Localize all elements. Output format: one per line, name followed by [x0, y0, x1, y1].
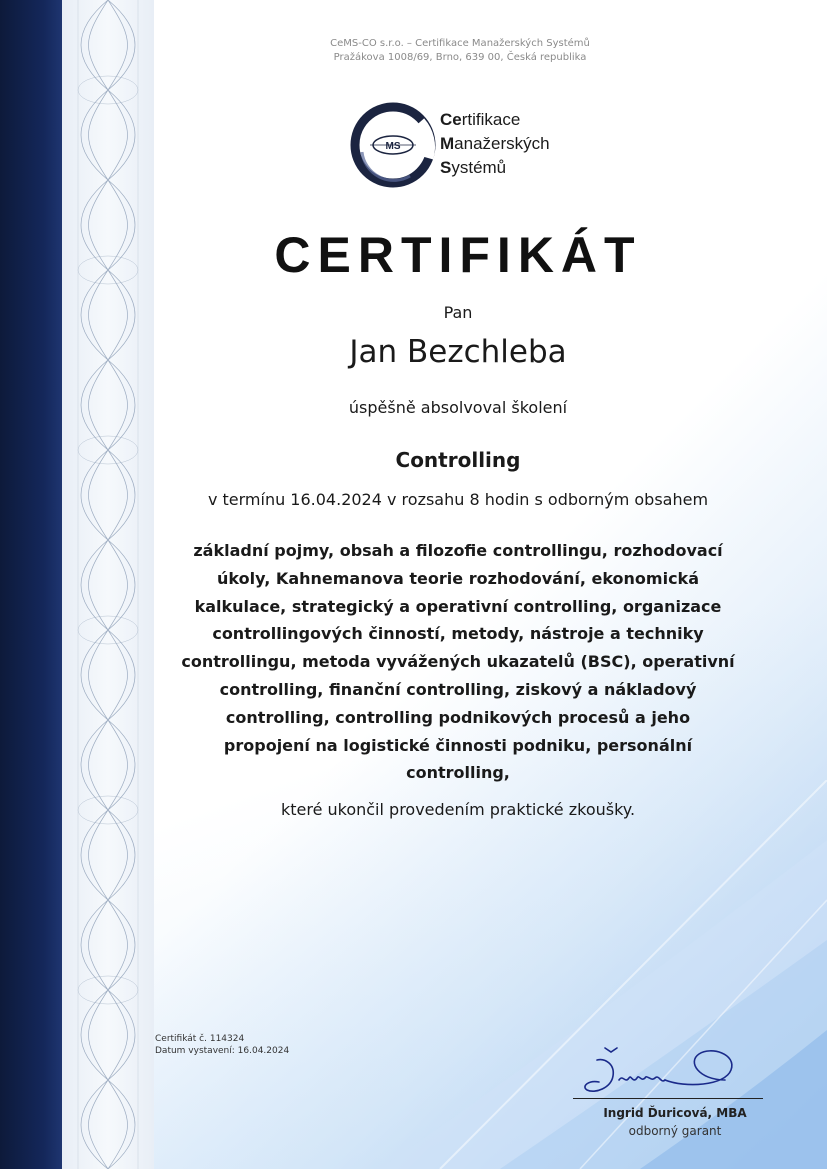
completed-text: úspěšně absolvoval školení: [348, 398, 568, 417]
left-navy-bar: [0, 0, 62, 1169]
certificate-number: Certifikát č. 114324: [155, 1034, 245, 1044]
guilloche-border: [62, 0, 154, 1169]
signer-name: Ingrid Ďuricová, MBA: [603, 1106, 747, 1120]
logo-mark-icon: [350, 102, 436, 188]
content-line: úkoly, Kahnemanova teorie rozhodování, ekonomická: [217, 568, 699, 588]
certificate-title: CERTIFIKÁT: [274, 227, 642, 283]
issuer-name: CeMS-CO s.r.o. – Certifikace Manažerských Systémů: [330, 38, 590, 49]
course-content: [150, 537, 766, 787]
content-line: propojení na logistické činnosti podniku, personální: [223, 735, 693, 755]
content-line: controllingových činností, metody, nástroje a techniky: [212, 624, 704, 644]
logo-mark-text: MS: [385, 141, 401, 152]
certificate-info: [155, 1033, 289, 1057]
content-line: controllingu, metoda vyvážených ukazatelů (BSC), operativní: [181, 652, 735, 672]
recipient-name: Jan Bezchleba: [349, 334, 567, 370]
content-line: základní pojmy, obsah a filozofie controllingu, rozhodovací: [193, 541, 723, 560]
issuer-header: [160, 37, 760, 65]
company-logo: [350, 102, 590, 192]
signature-line: [573, 1098, 763, 1099]
issue-date: Datum vystavení: 16.04.2024: [155, 1046, 290, 1056]
signer-role: odborný garant: [628, 1124, 722, 1138]
logo-wordmark: Certifikace Manažerských Systémů: [440, 110, 550, 177]
content-line: kalkulace, strategický a operativní controlling, organizace: [194, 596, 722, 616]
content-line: controlling, controlling podnikových procesů a jeho: [225, 707, 691, 727]
salutation: Pan: [443, 303, 473, 322]
content-line: controlling,: [406, 763, 510, 783]
content-line: controlling, finanční controlling, ziskový a nákladový: [219, 679, 697, 699]
course-term: v termínu 16.04.2024 v rozsahu 8 hodin s odborným obsahem: [207, 490, 709, 509]
signature-icon: [575, 1040, 765, 1102]
course-name: Controlling: [395, 448, 521, 472]
exam-text: které ukončil provedením praktické zkoušky.: [280, 800, 636, 819]
issuer-address: Pražákova 1008/69, Brno, 639 00, Česká republika: [333, 52, 587, 63]
